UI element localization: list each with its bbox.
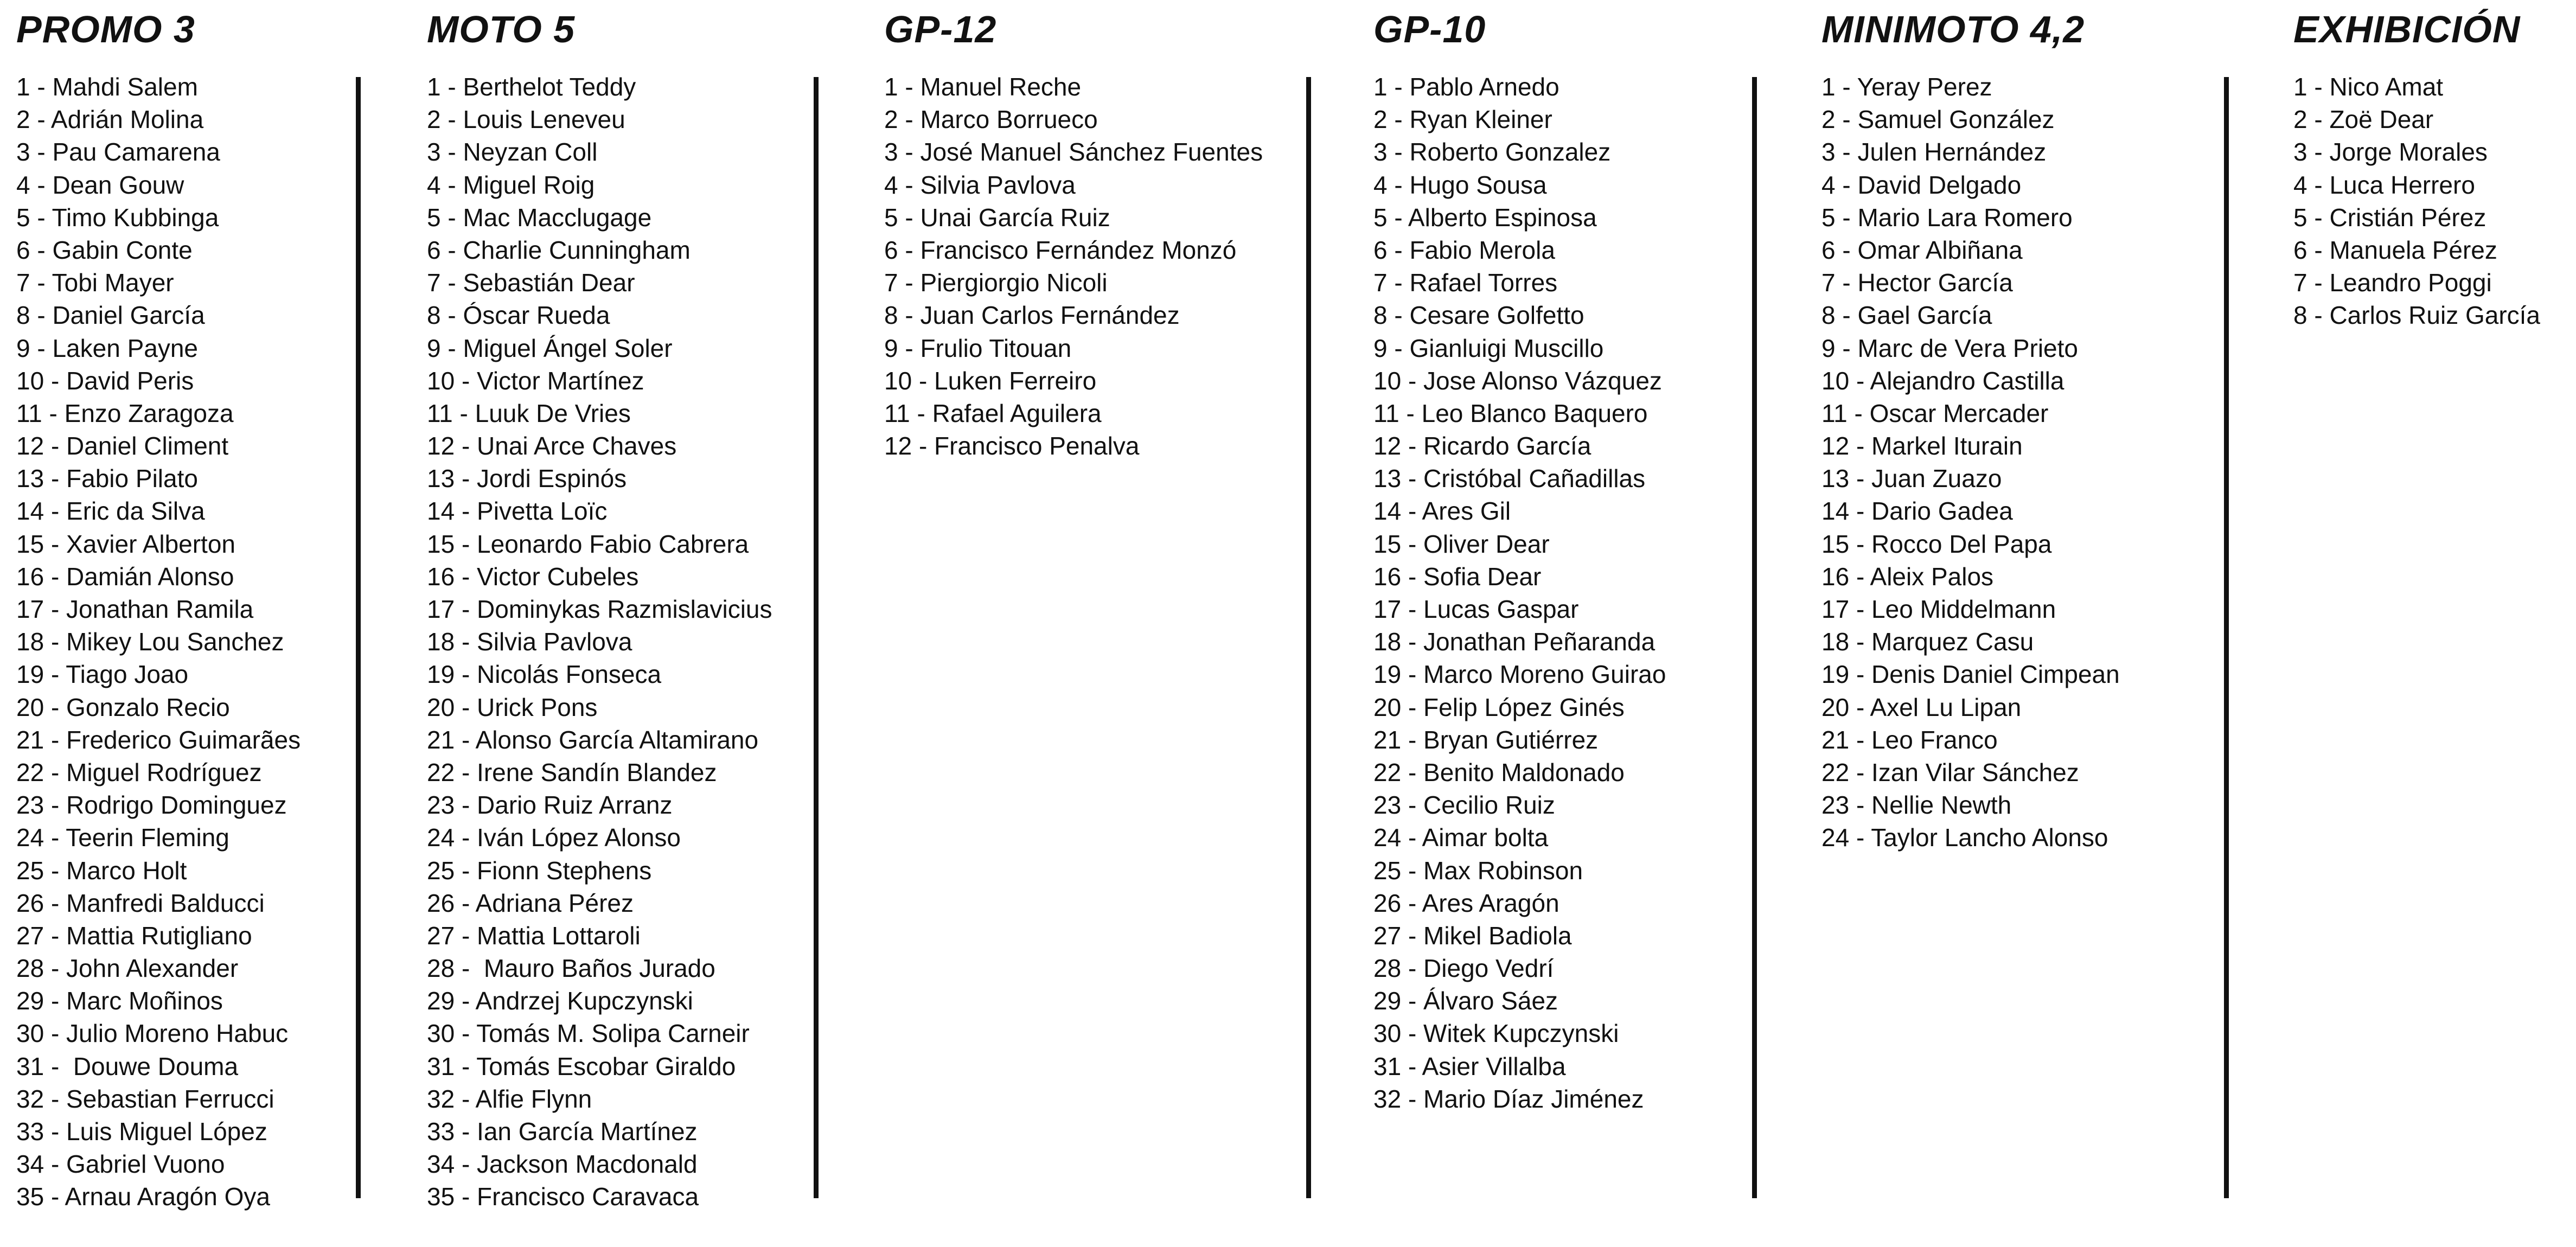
participant-entry: 17 - Lucas Gaspar (1373, 595, 1579, 623)
participant-entry: 1 - Manuel Reche (884, 73, 1082, 101)
participant-entry: 32 - Mario Díaz Jiménez (1373, 1084, 1644, 1113)
participant-entry: 3 - Pau Camarena (16, 138, 220, 167)
participant-entry: 28 - Diego Vedrí (1373, 954, 1554, 983)
column-divider (814, 77, 819, 1198)
participant-entry: 31 - Douwe Douma (16, 1052, 239, 1080)
participant-entry: 10 - Alejandro Castilla (1821, 366, 2064, 395)
participant-entry: 30 - Julio Moreno Habuc (16, 1019, 289, 1048)
participant-entry: 24 - Taylor Lancho Alonso (1821, 823, 2108, 852)
participant-entry: 33 - Ian García Martínez (427, 1117, 698, 1146)
category-title: MOTO 5 (427, 8, 576, 50)
participant-entry: 9 - Laken Payne (16, 334, 199, 362)
participant-entry: 15 - Leonardo Fabio Cabrera (427, 529, 749, 558)
participant-entry: 1 - Nico Amat (2293, 73, 2444, 101)
participant-entry: 8 - Cesare Golfetto (1373, 301, 1584, 330)
participant-entry: 11 - Rafael Aguilera (884, 399, 1102, 427)
participant-entry: 19 - Denis Daniel Cimpean (1821, 660, 2120, 689)
participant-entry: 3 - Julen Hernández (1821, 138, 2047, 167)
participant-entry: 6 - Gabin Conte (16, 235, 193, 264)
participant-entry: 8 - Gael García (1821, 301, 1992, 330)
participant-entry: 34 - Jackson Macdonald (427, 1150, 698, 1179)
participant-entry: 15 - Oliver Dear (1373, 529, 1550, 558)
participant-entry: 34 - Gabriel Vuono (16, 1150, 225, 1179)
participant-entry: 7 - Sebastián Dear (427, 268, 635, 297)
participant-entry: 24 - Aimar bolta (1373, 823, 1549, 852)
participant-entry: 32 - Alfie Flynn (427, 1084, 592, 1113)
participant-entry: 13 - Cristóbal Cañadillas (1373, 464, 1646, 493)
participant-entry: 1 - Berthelot Teddy (427, 73, 636, 101)
participant-entry: 15 - Rocco Del Papa (1821, 529, 2052, 558)
entry-list (1821, 71, 2120, 854)
participant-entry: 20 - Gonzalo Recio (16, 693, 230, 721)
participant-entry: 16 - Damián Alonso (16, 562, 234, 591)
participant-entry: 7 - Rafael Torres (1373, 268, 1558, 297)
participant-entry: 4 - David Delgado (1821, 170, 2022, 199)
participant-entry: 6 - Omar Albiñana (1821, 235, 2023, 264)
participant-entry: 9 - Marc de Vera Prieto (1821, 334, 2078, 362)
participant-entry: 6 - Charlie Cunningham (427, 235, 691, 264)
participant-entry: 26 - Manfredi Balducci (16, 888, 265, 917)
category-title: PROMO 3 (16, 8, 195, 50)
participant-entry: 1 - Yeray Perez (1821, 73, 1992, 101)
participant-entry: 14 - Eric da Silva (16, 497, 205, 526)
participant-entry: 10 - Luken Ferreiro (884, 366, 1097, 395)
participant-entry: 5 - Alberto Espinosa (1373, 203, 1597, 232)
participant-entry: 26 - Ares Aragón (1373, 888, 1559, 917)
participant-entry: 9 - Miguel Ángel Soler (427, 334, 673, 362)
participant-entry: 28 - John Alexander (16, 954, 239, 983)
participant-entry: 5 - Mac Macclugage (427, 203, 652, 232)
participant-entry: 14 - Ares Gil (1373, 497, 1511, 526)
participant-entry: 30 - Tomás M. Solipa Carneir (427, 1019, 750, 1048)
participant-entry: 4 - Dean Gouw (16, 170, 184, 199)
participant-entry: 20 - Felip López Ginés (1373, 693, 1625, 721)
participant-entry: 3 - Jorge Morales (2293, 138, 2488, 167)
participant-entry: 31 - Asier Villalba (1373, 1052, 1566, 1080)
participant-entry: 33 - Luis Miguel López (16, 1117, 267, 1146)
participant-entry: 22 - Izan Vilar Sánchez (1821, 758, 2079, 786)
participant-entry: 19 - Nicolás Fonseca (427, 660, 662, 689)
participant-entry: 2 - Louis Leneveu (427, 105, 625, 134)
participant-entry: 30 - Witek Kupczynski (1373, 1019, 1619, 1048)
participant-entry: 21 - Leo Franco (1821, 725, 1998, 754)
participant-entry: 17 - Jonathan Ramila (16, 595, 254, 623)
participant-entry: 25 - Fionn Stephens (427, 856, 652, 885)
participant-entry: 14 - Dario Gadea (1821, 497, 2013, 526)
participant-entry: 2 - Adrián Molina (16, 105, 204, 134)
column-divider (356, 77, 361, 1198)
participant-entry: 5 - Unai García Ruiz (884, 203, 1110, 232)
participant-entry: 11 - Oscar Mercader (1821, 399, 2049, 427)
participant-entry: 35 - Francisco Caravaca (427, 1182, 699, 1211)
participant-entry: 7 - Hector García (1821, 268, 2013, 297)
participant-entry: 20 - Axel Lu Lipan (1821, 693, 2022, 721)
participant-entry: 21 - Bryan Gutiérrez (1373, 725, 1599, 754)
participant-entry: 18 - Marquez Casu (1821, 628, 2034, 656)
participant-entry: 13 - Juan Zuazo (1821, 464, 2002, 493)
participant-entry: 17 - Dominykas Razmislavicius (427, 595, 772, 623)
participant-entry: 17 - Leo Middelmann (1821, 595, 2056, 623)
participant-entry: 12 - Daniel Climent (16, 432, 229, 461)
participant-entry: 6 - Manuela Pérez (2293, 235, 2497, 264)
participant-entry: 9 - Gianluigi Muscillo (1373, 334, 1604, 362)
participant-entry: 18 - Jonathan Peñaranda (1373, 628, 1655, 656)
participant-entry: 18 - Silvia Pavlova (427, 628, 632, 656)
participant-entry: 5 - Cristián Pérez (2293, 203, 2486, 232)
participant-entry: 32 - Sebastian Ferrucci (16, 1084, 274, 1113)
participant-entry: 8 - Carlos Ruiz García (2293, 301, 2541, 330)
participant-entry: 4 - Silvia Pavlova (884, 170, 1076, 199)
participant-entry: 35 - Arnau Aragón Oya (16, 1182, 270, 1211)
entry-list (2293, 71, 2540, 332)
participant-entry: 3 - Neyzan Coll (427, 138, 598, 167)
column-divider (1752, 77, 1757, 1198)
participant-entry: 19 - Tiago Joao (16, 660, 189, 689)
participant-entry: 23 - Dario Ruiz Arranz (427, 791, 673, 820)
participant-entry: 8 - Juan Carlos Fernández (884, 301, 1180, 330)
column-divider (2224, 77, 2229, 1198)
participant-entry: 26 - Adriana Pérez (427, 888, 634, 917)
participant-entry: 4 - Miguel Roig (427, 170, 595, 199)
participant-entry: 10 - Victor Martínez (427, 366, 644, 395)
participant-entry: 12 - Markel Iturain (1821, 432, 2023, 461)
participant-entry: 12 - Francisco Penalva (884, 432, 1140, 461)
column-divider (1306, 77, 1311, 1198)
participant-entry: 23 - Rodrigo Dominguez (16, 791, 287, 820)
participant-entry: 24 - Teerin Fleming (16, 823, 229, 852)
entry-list (427, 71, 772, 1213)
participant-entry: 9 - Frulio Titouan (884, 334, 1072, 362)
participant-entry: 5 - Timo Kubbinga (16, 203, 219, 232)
participant-entry: 22 - Miguel Rodríguez (16, 758, 262, 786)
participant-entry: 11 - Leo Blanco Baquero (1373, 399, 1648, 427)
participant-entry: 2 - Samuel González (1821, 105, 2055, 134)
participant-entry: 10 - Jose Alonso Vázquez (1373, 366, 1662, 395)
participant-entry: 27 - Mikel Badiola (1373, 921, 1572, 950)
participant-entry: 21 - Frederico Guimarães (16, 725, 301, 754)
participant-entry: 3 - José Manuel Sánchez Fuentes (884, 138, 1263, 167)
participant-entry: 16 - Aleix Palos (1821, 562, 1994, 591)
entry-list (1373, 71, 1666, 1115)
participant-entry: 7 - Tobi Mayer (16, 268, 174, 297)
participant-entry: 29 - Álvaro Sáez (1373, 987, 1558, 1015)
participant-entry: 2 - Marco Borrueco (884, 105, 1098, 134)
entry-list (16, 71, 301, 1213)
participant-entry: 22 - Benito Maldonado (1373, 758, 1625, 786)
participant-entry: 21 - Alonso García Altamirano (427, 725, 759, 754)
participant-entry: 16 - Sofia Dear (1373, 562, 1542, 591)
participant-entry: 25 - Max Robinson (1373, 856, 1583, 885)
participant-entry: 2 - Zoë Dear (2293, 105, 2434, 134)
participant-entry: 4 - Luca Herrero (2293, 170, 2475, 199)
participant-entry: 23 - Cecilio Ruiz (1373, 791, 1555, 820)
participant-entry: 6 - Fabio Merola (1373, 235, 1555, 264)
participant-entry: 15 - Xavier Alberton (16, 529, 236, 558)
participant-entry: 13 - Jordi Espinós (427, 464, 627, 493)
participant-entry: 12 - Ricardo García (1373, 432, 1591, 461)
participant-entry: 14 - Pivetta Loïc (427, 497, 608, 526)
participant-entry: 23 - Nellie Newth (1821, 791, 2012, 820)
participant-entry: 27 - Mattia Rutigliano (16, 921, 252, 950)
participant-entry: 19 - Marco Moreno Guirao (1373, 660, 1666, 689)
participant-entry: 27 - Mattia Lottaroli (427, 921, 641, 950)
participant-entry: 22 - Irene Sandín Blandez (427, 758, 717, 786)
entry-list (884, 71, 1263, 462)
participant-entry: 8 - Óscar Rueda (427, 301, 610, 330)
participant-entry: 8 - Daniel García (16, 301, 205, 330)
participant-entry: 16 - Victor Cubeles (427, 562, 639, 591)
category-title: MINIMOTO 4,2 (1821, 8, 2085, 50)
participant-entry: 6 - Francisco Fernández Monzó (884, 235, 1237, 264)
category-title: GP-12 (884, 8, 997, 50)
participant-entry: 28 - Mauro Baños Jurado (427, 954, 715, 983)
participant-entry: 11 - Luuk De Vries (427, 399, 631, 427)
participant-entry: 7 - Leandro Poggi (2293, 268, 2492, 297)
participant-entry: 3 - Roberto Gonzalez (1373, 138, 1611, 167)
category-title: EXHIBICIÓN (2293, 8, 2521, 50)
participant-entry: 12 - Unai Arce Chaves (427, 432, 677, 461)
participant-entry: 1 - Pablo Arnedo (1373, 73, 1559, 101)
participant-entry: 1 - Mahdi Salem (16, 73, 198, 101)
participant-entry: 7 - Piergiorgio Nicoli (884, 268, 1108, 297)
participant-entry: 25 - Marco Holt (16, 856, 187, 885)
participant-entry: 5 - Mario Lara Romero (1821, 203, 2073, 232)
category-title: GP-10 (1373, 8, 1486, 50)
participant-entry: 10 - David Peris (16, 366, 194, 395)
participant-entry: 24 - Iván López Alonso (427, 823, 681, 852)
participant-entry: 29 - Andrzej Kupczynski (427, 987, 693, 1015)
participant-entry: 4 - Hugo Sousa (1373, 170, 1547, 199)
participant-entry: 20 - Urick Pons (427, 693, 598, 721)
participant-entry: 2 - Ryan Kleiner (1373, 105, 1552, 134)
participant-entry: 11 - Enzo Zaragoza (16, 399, 234, 427)
participant-entry: 29 - Marc Moñinos (16, 987, 223, 1015)
participant-entry: 31 - Tomás Escobar Giraldo (427, 1052, 736, 1080)
participant-entry: 13 - Fabio Pilato (16, 464, 198, 493)
participant-entry: 18 - Mikey Lou Sanchez (16, 628, 284, 656)
